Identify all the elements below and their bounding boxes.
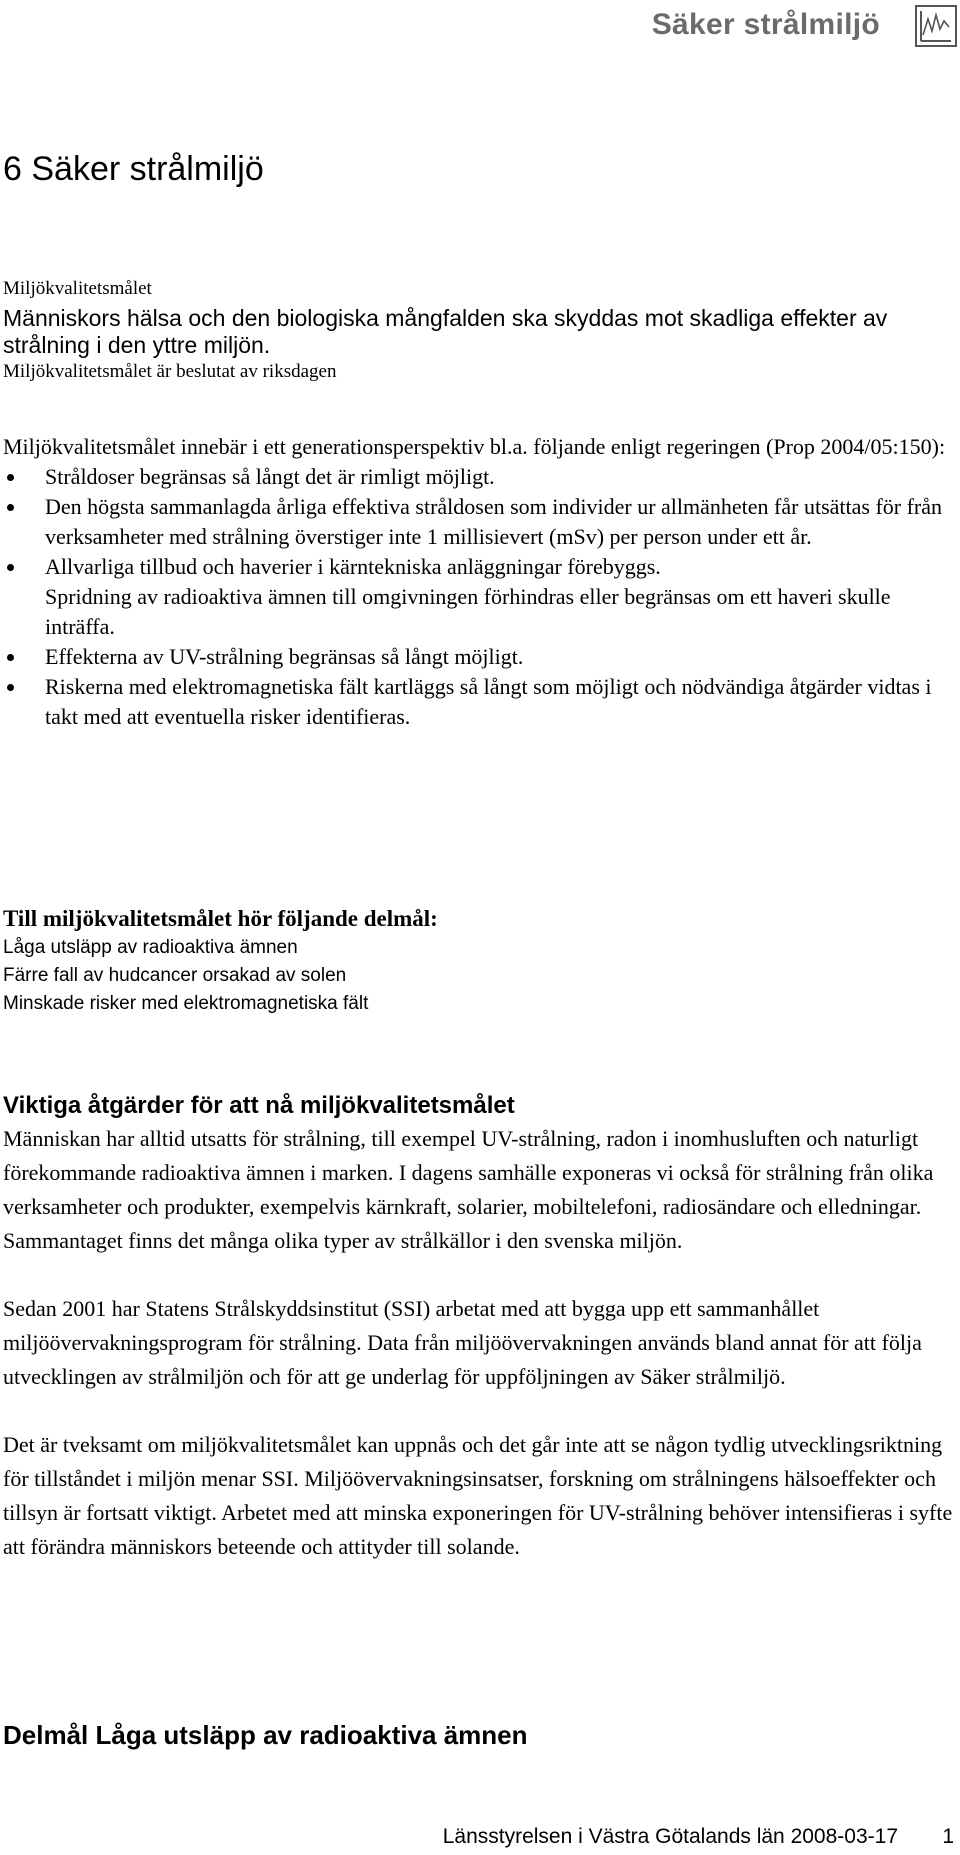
subgoal-item: Minskade risker med elektromagnetiska fält: [3, 993, 369, 1014]
section-heading: Delmål Låga utsläpp av radioaktiva ämnen: [3, 1720, 528, 1750]
list-item: Riskerna med elektromagnetiska fält kartläggs så långt som möjligt och nödvändiga åtgärder vidtas i takt med att eventuella risker identifieras.: [3, 672, 948, 732]
subgoal-item: Färre fall av hudcancer orsakad av solen: [3, 965, 347, 986]
list-item-continuation: Spridning av radioaktiva ämnen till omgivningen förhindras eller begränsas om ett haveri skulle inträffa.: [45, 584, 891, 639]
intro-section: [3, 278, 943, 383]
measures-paragraph: Sedan 2001 har Statens Strålskyddsinstitut (SSI) arbetat med att bygga upp ett sammanhållet miljöövervakningsprogram för strålning. Data från miljöövervakningen används bland annat för att följa utvecklingen av strålmiljön och för att ge underlag för uppföljningen av Säker strålmiljö.: [3, 1296, 922, 1389]
list-item: Effekterna av UV-strålning begränsas så långt möjligt.: [3, 642, 948, 672]
list-item: Stråldoser begränsas så långt det är rimligt möjligt.: [3, 462, 948, 492]
bullet-icon: [7, 684, 14, 691]
measures-paragraph: Det är tveksamt om miljökvalitetsmålet kan uppnås och det går inte att se någon tydlig utvecklingsriktning för tillståndet i miljön menar SSI. Miljöövervakningsinsatser, forskning om strålningens hälsoeffekter och tillsyn är fortsatt viktigt. Arbetet med att minska exponeringen för UV-strålning behöver intensifieras i syfte att förändra människors beteende och attityder till solande.: [3, 1432, 953, 1559]
page-number: 1: [942, 1825, 954, 1848]
bullet-icon: [7, 474, 14, 481]
subgoal-item: Låga utsläpp av radioaktiva ämnen: [3, 937, 298, 958]
subgoals-section: [3, 904, 943, 1018]
list-item: Allvarliga tillbud och haverier i kärntekniska anläggningar förebyggs.: [3, 552, 948, 582]
measures-paragraph: Människan har alltid utsatts för strålning, till exempel UV-strålning, radon i inomhusluften och naturligt förekommande radioaktiva ämnen i marken. I dagens samhälle exponeras vi också för strålning från olika verksamheter och produkter, exempelvis kärnkraft, solarier, mobiltelefoni, radiosändare och elledningar. Sammantaget finns det många olika typer av strålkällor i den svenska miljön.: [3, 1126, 934, 1253]
footer-org-date: Länsstyrelsen i Västra Götalands län 2008-03-17: [442, 1825, 898, 1848]
bullet-icon: [7, 564, 14, 571]
list-item: Den högsta sammanlagda årliga effektiva stråldosen som individer ur allmänheten får utsättas för från verksamheter med strålning överstiger inte 1 millisievert (mSv) per person under ett år.: [3, 492, 948, 552]
measures-heading: Viktiga åtgärder för att nå miljökvalitetsmålet: [3, 1092, 515, 1119]
meaning-intro: Miljökvalitetsmålet innebär i ett generationsperspektiv bl.a. följande enligt regeringen (Prop 2004/05:150):: [3, 434, 946, 459]
goal-bullet-list: [3, 462, 948, 732]
decided-text: Miljökvalitetsmålet är beslutat av riksdagen: [3, 361, 337, 382]
goal-label: Miljökvalitetsmålet: [3, 278, 152, 299]
meaning-section: [3, 432, 948, 732]
measures-section: [3, 1090, 953, 1564]
bullet-icon: [7, 654, 14, 661]
header-title: Säker strålmiljö: [651, 8, 880, 41]
bullet-icon: [7, 504, 14, 511]
page-heading: 6 Säker strålmiljö: [3, 150, 264, 188]
chart-logo-icon: [915, 5, 957, 47]
subgoals-heading: Till miljökvalitetsmålet hör följande delmål:: [3, 906, 438, 931]
goal-text: Människors hälsa och den biologiska mångfalden ska skyddas mot skadliga effekter av strålning i den yttre miljön.: [3, 305, 888, 358]
